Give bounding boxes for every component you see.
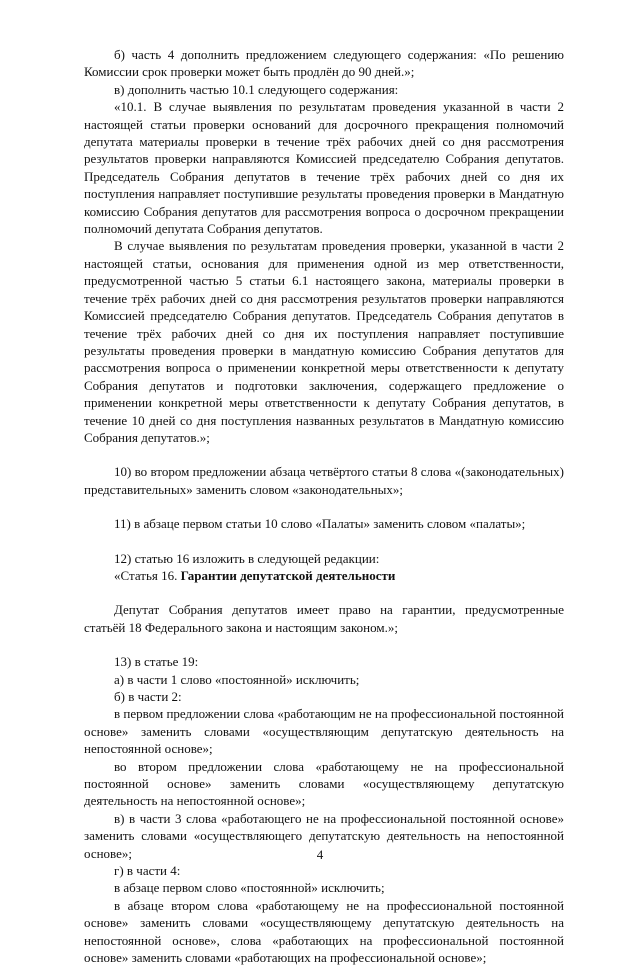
- paragraph: во втором предложении слова «работающему не на профессиональной постоянной основе» заменить словами «осуществляющему депутатскую деятельность на непостоянной основе»;: [84, 758, 564, 809]
- paragraph: В случае выявления по результатам проведения проверки, указанной в части 2 настоящей статьи, основания для применения одной из мер ответственности, предусмотренной частью 5 статьи 6.1 настоящего закона, материалы проверки в течение трёх рабочих дней со дня рассмотрения результатов проверки направляются Комиссией председателю Собрания депутатов. Председатель Собрания депутатов в течение трёх рабочих дней со дня их поступления направляет поступившие результаты проведения проверки в мандатную комиссию Собрания депутатов для рассмотрения вопроса о применении конкретной меры ответственности к депутату Собрания депутатов и подготовки заключения, содержащего предложение о применении конкретной меры ответственности к депутату Собрания депутатов, в течение 10 дней со дня поступления названных результатов в Мандатную комиссию Собрания депутатов.»;: [84, 238, 564, 445]
- paragraph: в первом предложении слова «работающим не на профессиональной постоянной основе» заменить словами «осуществляющим депутатскую деятельность на непостоянной основе»;: [84, 706, 564, 757]
- paragraph: в) дополнить частью 10.1 следующего содержания:: [114, 81, 399, 97]
- paragraph: в) в части 3 слова «работающего не на профессиональной постоянной основе» заменить словами «осуществляющего депутатскую деятельность на непостоянной основе»;: [84, 810, 564, 861]
- article-number: «Статья 16.: [114, 567, 178, 583]
- paragraph: в абзаце втором слова «работающему не на профессиональной постоянной основе» заменить словами «осуществляющему депутатскую деятельность на непостоянной основе», слова «работающих на профессиональной постоянной основе» заменить словами «работающих на профессиональной основе»;: [84, 897, 564, 966]
- paragraph: Депутат Собрания депутатов имеет право на гарантии, предусмотренные статьёй 18 Федерального закона и настоящим законом.»;: [84, 602, 564, 635]
- paragraph: 13) в статье 19:: [114, 654, 199, 670]
- article-heading: [84, 567, 564, 584]
- article-title: Гарантии депутатской деятельности: [180, 567, 396, 583]
- paragraph: г) в части 4:: [114, 863, 181, 879]
- paragraph: 11) в абзаце первом статьи 10 слово «Палаты» заменить словом «палаты»;: [114, 516, 526, 532]
- paragraph: а) в части 1 слово «постоянной» исключить;: [114, 671, 360, 687]
- paragraph: б) часть 4 дополнить предложением следующего содержания: «По решению Комиссии срок проверки может быть продлён до 90 дней.»;: [84, 47, 564, 80]
- paragraph: в абзаце первом слово «постоянной» исключить;: [114, 880, 385, 896]
- paragraph: 10) во втором предложении абзаца четвёртого статьи 8 слова «(законодательных) представительных» заменить словом «законодательных»;: [84, 464, 564, 497]
- paragraph: б) в части 2:: [114, 689, 182, 704]
- page-number: 4: [316, 847, 324, 862]
- document-body: [84, 46, 564, 967]
- paragraph: «10.1. В случае выявления по результатам проведения указанной в части 2 настоящей статьи проверки оснований для досрочного прекращения полномочий депутата материалы проверки в течение трёх рабочих дней со дня рассмотрения результатов проверки направляются Комиссией председателю Собрания депутатов. Председатель Собрания депутатов в течение трёх рабочих дней со дня их поступления направляет поступившие результаты проведения проверки в Мандатную комиссию Собрания депутатов для рассмотрения вопроса о досрочном прекращении полномочий депутата Собрания депутатов.: [84, 99, 564, 237]
- paragraph: 12) статью 16 изложить в следующей редакции:: [114, 550, 380, 566]
